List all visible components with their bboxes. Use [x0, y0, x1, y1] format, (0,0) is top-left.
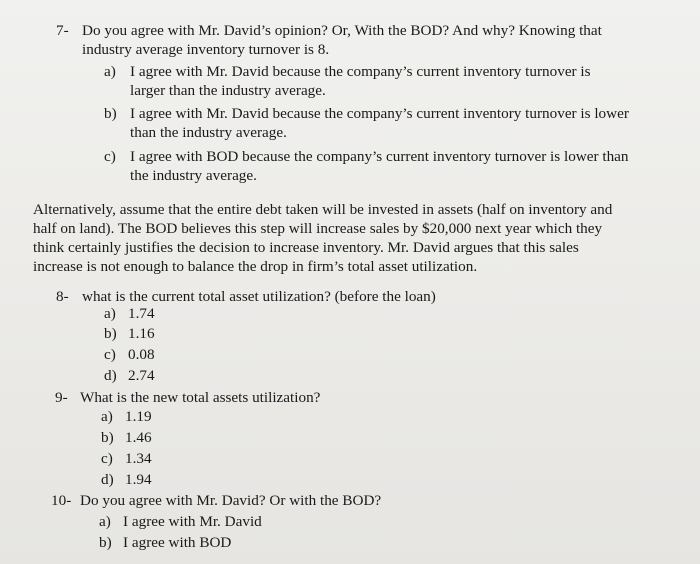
paragraph-line1: Alternatively, assume that the entire debt taken will be invested in assets (half on inventory and [33, 201, 613, 218]
paragraph-line4: increase is not enough to balance the drop in firm’s total asset utilization. [33, 258, 478, 275]
paragraph-line2: half on land). The BOD believes this step will increase sales by $20,000 next year which they [33, 220, 603, 237]
q7-option-c-letter: c) [104, 148, 116, 165]
q9-option-b-letter: b) [101, 429, 114, 446]
q8-option-b-letter: b) [104, 325, 117, 342]
q9-option-c-text: 1.34 [125, 450, 152, 467]
q7-text-line1: Do you agree with Mr. David’s opinion? Or, With the BOD? And why? Knowing that [82, 22, 602, 39]
q9-option-a-letter: a) [101, 408, 113, 425]
q8-option-b-text: 1.16 [128, 325, 155, 342]
q9-option-d-text: 1.94 [125, 471, 152, 488]
q10-option-b-letter: b) [99, 534, 112, 551]
q8-option-a-text: 1.74 [128, 305, 155, 322]
q7-option-a-line2: larger than the industry average. [130, 82, 326, 99]
q8-option-c-letter: c) [104, 346, 116, 363]
q7-number: 7- [56, 22, 69, 39]
q8-number: 8- [56, 288, 69, 305]
q7-option-c-line2: the industry average. [130, 167, 257, 184]
q7-text-line2: industry average inventory turnover is 8. [82, 41, 330, 58]
q9-option-a-text: 1.19 [125, 408, 152, 425]
q7-option-b-line2: than the industry average. [130, 124, 287, 141]
q7-option-a-line1: I agree with Mr. David because the company’s current inventory turnover is [130, 63, 591, 80]
q9-option-c-letter: c) [101, 450, 113, 467]
q8-option-d-text: 2.74 [128, 367, 155, 384]
q10-option-b-text: I agree with BOD [123, 534, 232, 551]
q7-option-c-line1: I agree with BOD because the company’s current inventory turnover is lower than [130, 148, 629, 165]
q10-option-a-text: I agree with Mr. David [123, 513, 262, 530]
q9-number: 9- [55, 389, 68, 406]
q8-option-a-letter: a) [104, 305, 116, 322]
q7-option-b-letter: b) [104, 105, 117, 122]
q8-option-d-letter: d) [104, 367, 117, 384]
q7-option-a-letter: a) [104, 63, 116, 80]
paragraph-line3: think certainly justifies the decision to increase inventory. Mr. David argues that this sales [33, 239, 579, 256]
q9-option-d-letter: d) [101, 471, 114, 488]
q8-text: what is the current total asset utilization? (before the loan) [82, 288, 436, 305]
q10-text: Do you agree with Mr. David? Or with the BOD? [80, 492, 382, 509]
q9-text: What is the new total assets utilization? [80, 389, 321, 406]
q10-option-a-letter: a) [99, 513, 111, 530]
q9-option-b-text: 1.46 [125, 429, 152, 446]
q7-option-b-line1: I agree with Mr. David because the company’s current inventory turnover is lower [130, 105, 629, 122]
q8-option-c-text: 0.08 [128, 346, 155, 363]
q10-number: 10- [51, 492, 72, 509]
